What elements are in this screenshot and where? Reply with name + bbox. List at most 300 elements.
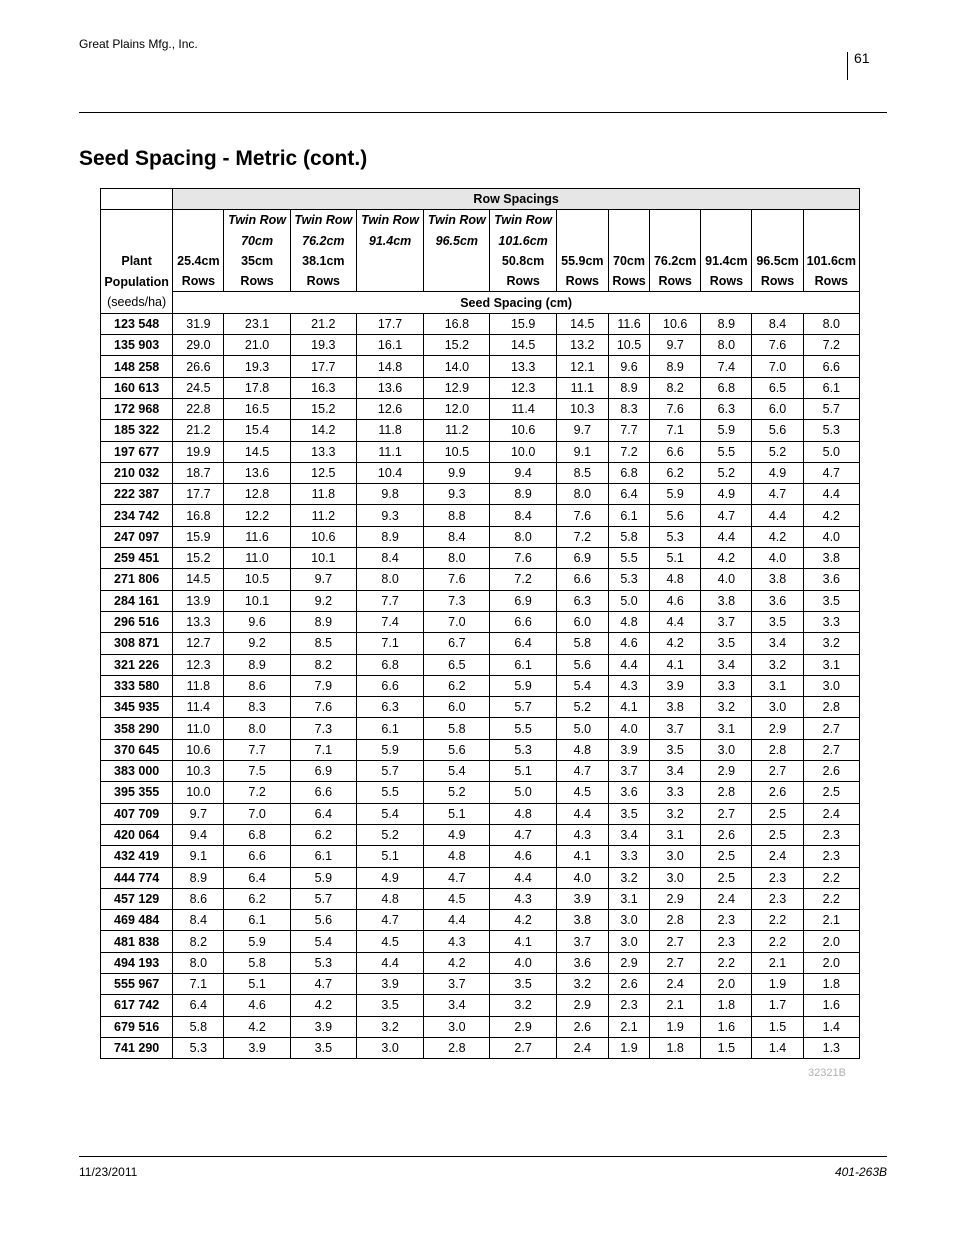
- column-header-cell: Twin Row: [224, 210, 290, 231]
- seed-spacing-cell: 3.9: [608, 739, 649, 760]
- seed-spacing-cell: 3.3: [608, 846, 649, 867]
- table-row: [101, 675, 860, 696]
- seed-spacing-cell: 21.2: [290, 313, 356, 334]
- seed-spacing-cell: 5.6: [650, 505, 701, 526]
- column-header-cell: [803, 231, 859, 251]
- seed-spacing-cell: 7.1: [356, 633, 423, 654]
- seed-spacing-cell: 4.2: [490, 910, 556, 931]
- seed-spacing-cell: 11.2: [424, 420, 490, 441]
- seed-spacing-cell: 5.3: [650, 526, 701, 547]
- plant-population-cell: 210 032: [101, 462, 173, 483]
- seed-spacing-cell: 4.0: [701, 569, 752, 590]
- seed-spacing-cell: 3.7: [424, 973, 490, 994]
- seed-spacing-cell: 3.5: [356, 995, 423, 1016]
- seed-spacing-cell: 11.0: [173, 718, 224, 739]
- table-row: [101, 846, 860, 867]
- seed-spacing-cell: 3.0: [356, 1037, 423, 1058]
- table-row: [101, 910, 860, 931]
- table-row: [101, 484, 860, 505]
- seed-spacing-cell: 8.2: [650, 377, 701, 398]
- plant-population-cell: 370 645: [101, 739, 173, 760]
- label-col-header-blank: [101, 189, 173, 210]
- column-header-cell: 70cm: [608, 251, 649, 271]
- seed-spacing-cell: 3.4: [650, 761, 701, 782]
- table-row: [101, 1016, 860, 1037]
- seed-spacing-cell: 5.1: [490, 761, 556, 782]
- seed-spacing-cell: 12.0: [424, 398, 490, 419]
- seed-spacing-cell: 13.3: [290, 441, 356, 462]
- seed-spacing-cell: 4.9: [701, 484, 752, 505]
- seed-spacing-cell: 5.1: [224, 973, 290, 994]
- seed-spacing-cell: 5.2: [424, 782, 490, 803]
- seed-spacing-cell: 8.4: [752, 313, 803, 334]
- seed-spacing-cell: 2.7: [803, 739, 859, 760]
- plant-population-cell: 296 516: [101, 611, 173, 632]
- column-header-cell: 76.2cm: [650, 251, 701, 271]
- plant-population-cell: 259 451: [101, 548, 173, 569]
- seed-spacing-cell: 2.4: [556, 1037, 608, 1058]
- seed-spacing-cell: 1.8: [701, 995, 752, 1016]
- seed-spacing-cell: 2.9: [752, 718, 803, 739]
- seed-spacing-cell: 9.2: [224, 633, 290, 654]
- seed-spacing-cell: 14.0: [424, 356, 490, 377]
- seed-spacing-cell: 1.8: [803, 973, 859, 994]
- figure-code: 32321B: [808, 1067, 846, 1079]
- seed-spacing-cell: 6.1: [290, 846, 356, 867]
- seed-spacing-cell: 2.7: [650, 952, 701, 973]
- seed-spacing-cell: 4.4: [650, 611, 701, 632]
- row-spacings-header: Row Spacings: [173, 189, 860, 210]
- seed-spacing-cell: 12.1: [556, 356, 608, 377]
- header-rule: [79, 112, 887, 113]
- plant-population-cell: 308 871: [101, 633, 173, 654]
- seed-spacing-cell: 3.7: [556, 931, 608, 952]
- seed-spacing-cell: 5.9: [290, 867, 356, 888]
- seed-spacing-cell: 4.6: [224, 995, 290, 1016]
- seed-spacing-cell: 13.3: [490, 356, 556, 377]
- seed-spacing-cell: 5.9: [356, 739, 423, 760]
- seed-spacing-cell: 4.0: [490, 952, 556, 973]
- seed-spacing-cell: 5.8: [608, 526, 649, 547]
- seed-spacing-cell: 7.6: [650, 398, 701, 419]
- seed-spacing-cell: 23.1: [224, 313, 290, 334]
- seed-spacing-cell: 5.9: [701, 420, 752, 441]
- seed-spacing-cell: 15.2: [290, 398, 356, 419]
- table-row: [101, 441, 860, 462]
- seed-spacing-cell: 6.1: [803, 377, 859, 398]
- column-header-cell: 70cm: [224, 231, 290, 251]
- table-row: [101, 995, 860, 1016]
- seed-spacing-cell: 11.6: [224, 526, 290, 547]
- seed-spacing-cell: 3.4: [752, 633, 803, 654]
- plant-population-cell: 617 742: [101, 995, 173, 1016]
- seed-spacing-cell: 1.6: [803, 995, 859, 1016]
- seed-spacing-cell: 22.8: [173, 398, 224, 419]
- label-col-header: [101, 210, 173, 231]
- seed-spacing-cell: 10.5: [424, 441, 490, 462]
- seed-spacing-cell: 14.5: [224, 441, 290, 462]
- seed-spacing-cell: 5.7: [290, 888, 356, 909]
- seed-spacing-cell: 15.2: [424, 335, 490, 356]
- plant-population-cell: 457 129: [101, 888, 173, 909]
- plant-population-cell: 284 161: [101, 590, 173, 611]
- seed-spacing-cell: 6.8: [224, 824, 290, 845]
- seed-spacing-cell: 5.0: [490, 782, 556, 803]
- seed-spacing-cell: 5.1: [424, 803, 490, 824]
- seed-spacing-cell: 5.6: [290, 910, 356, 931]
- table-row: [101, 654, 860, 675]
- seed-spacing-cell: 17.7: [356, 313, 423, 334]
- seed-spacing-cell: 8.0: [803, 313, 859, 334]
- seed-spacing-cell: 14.5: [490, 335, 556, 356]
- seed-spacing-cell: 3.6: [556, 952, 608, 973]
- seed-spacing-cell: 2.5: [752, 803, 803, 824]
- seed-spacing-cell: 8.0: [490, 526, 556, 547]
- seed-spacing-cell: 9.1: [556, 441, 608, 462]
- seed-spacing-cell: 3.1: [650, 824, 701, 845]
- plant-population-cell: 407 709: [101, 803, 173, 824]
- seed-spacing-cell: 9.6: [224, 611, 290, 632]
- seed-spacing-cell: 8.9: [608, 377, 649, 398]
- seed-spacing-cell: 2.8: [752, 739, 803, 760]
- plant-population-cell: 321 226: [101, 654, 173, 675]
- table-row: [101, 718, 860, 739]
- seed-spacing-cell: 7.9: [290, 675, 356, 696]
- seed-spacing-cell: 12.3: [490, 377, 556, 398]
- seed-spacing-cell: 3.5: [290, 1037, 356, 1058]
- seed-spacing-cell: 2.5: [803, 782, 859, 803]
- table-row: [101, 1037, 860, 1058]
- plant-population-cell: 234 742: [101, 505, 173, 526]
- seed-spacing-cell: 4.5: [356, 931, 423, 952]
- seed-spacing-cell: 21.0: [224, 335, 290, 356]
- seed-spacing-cell: 4.4: [701, 526, 752, 547]
- table-row: [101, 356, 860, 377]
- seed-spacing-cell: 16.3: [290, 377, 356, 398]
- seed-spacing-cell: 2.3: [752, 867, 803, 888]
- seed-spacing-cell: 4.7: [701, 505, 752, 526]
- seed-spacing-cell: 6.4: [608, 484, 649, 505]
- plant-population-cell: 197 677: [101, 441, 173, 462]
- seed-spacing-cell: 15.9: [173, 526, 224, 547]
- seed-spacing-cell: 6.0: [752, 398, 803, 419]
- column-header-cell: 50.8cm: [490, 251, 556, 271]
- seed-spacing-cell: 9.3: [424, 484, 490, 505]
- seed-spacing-cell: 9.4: [490, 462, 556, 483]
- seed-spacing-cell: 8.0: [224, 718, 290, 739]
- column-header-cell: Twin Row: [290, 210, 356, 231]
- seed-spacing-cell: 12.3: [173, 654, 224, 675]
- seed-spacing-cell: 1.7: [752, 995, 803, 1016]
- seed-spacing-cell: 7.6: [556, 505, 608, 526]
- seed-spacing-cell: 10.4: [356, 462, 423, 483]
- page-title: Seed Spacing - Metric (cont.): [79, 147, 368, 170]
- table-row: [101, 888, 860, 909]
- plant-population-cell: 160 613: [101, 377, 173, 398]
- header-row-units: [101, 292, 860, 313]
- seed-spacing-cell: 4.1: [490, 931, 556, 952]
- seed-spacing-cell: 5.5: [490, 718, 556, 739]
- seed-spacing-cell: 3.0: [701, 739, 752, 760]
- seed-spacing-cell: 5.5: [356, 782, 423, 803]
- seed-spacing-cell: 3.0: [803, 675, 859, 696]
- seed-spacing-cell: 29.0: [173, 335, 224, 356]
- seed-spacing-cell: 9.3: [356, 505, 423, 526]
- seed-spacing-cell: 3.7: [608, 761, 649, 782]
- seed-spacing-cell: 6.6: [290, 782, 356, 803]
- seed-spacing-cell: 9.7: [290, 569, 356, 590]
- seed-spacing-cell: 5.9: [224, 931, 290, 952]
- seed-spacing-cell: 21.2: [173, 420, 224, 441]
- plant-population-cell: 432 419: [101, 846, 173, 867]
- seed-spacing-cell: 8.0: [424, 548, 490, 569]
- seed-spacing-cell: 2.4: [803, 803, 859, 824]
- plant-population-cell: 555 967: [101, 973, 173, 994]
- table-row: [101, 590, 860, 611]
- column-header-cell: [424, 271, 490, 292]
- header-row-group: [101, 189, 860, 210]
- seed-spacing-cell: 7.0: [224, 803, 290, 824]
- seed-spacing-cell: 4.8: [356, 888, 423, 909]
- seed-spacing-cell: 3.1: [701, 718, 752, 739]
- plant-population-cell: 444 774: [101, 867, 173, 888]
- seed-spacing-cell: 3.8: [650, 697, 701, 718]
- seed-spacing-cell: 2.1: [650, 995, 701, 1016]
- column-header-cell: Twin Row: [424, 210, 490, 231]
- seed-spacing-cell: 2.2: [701, 952, 752, 973]
- seed-spacing-cell: 6.0: [424, 697, 490, 718]
- seed-spacing-cell: 1.4: [803, 1016, 859, 1037]
- seed-spacing-cell: 11.0: [224, 548, 290, 569]
- seed-spacing-cell: 2.4: [701, 888, 752, 909]
- seed-spacing-cell: 6.3: [356, 697, 423, 718]
- seed-spacing-cell: 4.4: [356, 952, 423, 973]
- seed-spacing-cell: 9.1: [173, 846, 224, 867]
- seed-spacing-cell: 3.9: [356, 973, 423, 994]
- seed-spacing-cell: 9.6: [608, 356, 649, 377]
- seed-spacing-cell: 2.3: [701, 931, 752, 952]
- seed-spacing-cell: 5.8: [173, 1016, 224, 1037]
- seed-spacing-cell: 8.0: [356, 569, 423, 590]
- seed-spacing-cell: 4.8: [650, 569, 701, 590]
- column-header-cell: Twin Row: [490, 210, 556, 231]
- seed-spacing-cell: 6.7: [424, 633, 490, 654]
- seed-spacing-cell: 4.6: [608, 633, 649, 654]
- seed-spacing-cell: 10.5: [608, 335, 649, 356]
- seed-spacing-cell: 8.5: [556, 462, 608, 483]
- seed-spacing-cell: 2.2: [803, 867, 859, 888]
- seed-spacing-cell: 2.8: [803, 697, 859, 718]
- column-header-cell: 76.2cm: [290, 231, 356, 251]
- plant-population-cell: 247 097: [101, 526, 173, 547]
- seed-spacing-cell: 1.8: [650, 1037, 701, 1058]
- seed-spacing-cell: 2.9: [556, 995, 608, 1016]
- seed-spacing-cell: 6.2: [224, 888, 290, 909]
- seed-spacing-cell: 11.8: [173, 675, 224, 696]
- seed-spacing-cell: 4.1: [608, 697, 649, 718]
- seed-spacing-cell: 2.3: [803, 824, 859, 845]
- seed-spacing-cell: 7.6: [752, 335, 803, 356]
- seed-spacing-cell: 9.8: [356, 484, 423, 505]
- plant-population-cell: 148 258: [101, 356, 173, 377]
- column-header-cell: 96.5cm: [752, 251, 803, 271]
- column-header-cell: Rows: [224, 271, 290, 292]
- seed-spacing-cell: 14.8: [356, 356, 423, 377]
- footer-date: 11/23/2011: [79, 1165, 138, 1179]
- seed-spacing-cell: 14.5: [556, 313, 608, 334]
- seed-spacing-cell: 5.9: [490, 675, 556, 696]
- table-row: [101, 761, 860, 782]
- seed-spacing-cell: 5.5: [701, 441, 752, 462]
- seed-spacing-cell: 6.2: [424, 675, 490, 696]
- column-header-cell: 101.6cm: [490, 231, 556, 251]
- seed-spacing-cell: 4.7: [424, 867, 490, 888]
- seed-spacing-cell: 2.0: [803, 931, 859, 952]
- footer-doc-number: 401-263B: [834, 1165, 887, 1179]
- seed-spacing-cell: 6.4: [224, 867, 290, 888]
- seed-spacing-cell: 2.5: [701, 846, 752, 867]
- plant-population-cell: 469 484: [101, 910, 173, 931]
- seed-spacing-cell: 3.6: [752, 590, 803, 611]
- seed-spacing-table-container: [100, 188, 860, 1059]
- table-row: [101, 548, 860, 569]
- table-body: [101, 313, 860, 1058]
- page-number: 61: [854, 50, 870, 66]
- table-row: [101, 420, 860, 441]
- seed-spacing-cell: 2.4: [752, 846, 803, 867]
- seed-spacing-cell: 3.0: [650, 846, 701, 867]
- seed-spacing-cell: 11.4: [173, 697, 224, 718]
- column-header-cell: Rows: [290, 271, 356, 292]
- seed-spacing-cell: 8.2: [173, 931, 224, 952]
- seed-spacing-cell: 10.1: [224, 590, 290, 611]
- seed-spacing-cell: 4.2: [290, 995, 356, 1016]
- seed-spacing-cell: 1.9: [650, 1016, 701, 1037]
- seed-spacing-cell: 7.4: [701, 356, 752, 377]
- seed-spacing-cell: 2.8: [701, 782, 752, 803]
- table-row: [101, 931, 860, 952]
- seed-spacing-cell: 4.5: [424, 888, 490, 909]
- seed-spacing-cell: 3.2: [356, 1016, 423, 1037]
- seed-spacing-cell: 3.0: [424, 1016, 490, 1037]
- seed-spacing-cell: 4.7: [752, 484, 803, 505]
- seed-spacing-cell: 16.1: [356, 335, 423, 356]
- seed-spacing-cell: 5.4: [556, 675, 608, 696]
- seed-spacing-cell: 8.9: [173, 867, 224, 888]
- seed-spacing-cell: 12.8: [224, 484, 290, 505]
- plant-population-cell: 481 838: [101, 931, 173, 952]
- seed-spacing-cell: 8.5: [290, 633, 356, 654]
- seed-spacing-cell: 3.2: [490, 995, 556, 1016]
- seed-spacing-cell: 6.4: [173, 995, 224, 1016]
- seed-spacing-cell: 5.4: [356, 803, 423, 824]
- seed-spacing-cell: 2.6: [701, 824, 752, 845]
- seed-spacing-cell: 7.4: [356, 611, 423, 632]
- seed-spacing-cell: 2.7: [701, 803, 752, 824]
- column-header-cell: [556, 210, 608, 231]
- seed-spacing-cell: 5.8: [424, 718, 490, 739]
- seed-spacing-cell: 1.3: [803, 1037, 859, 1058]
- seed-spacing-cell: 2.6: [752, 782, 803, 803]
- seed-spacing-cell: 12.7: [173, 633, 224, 654]
- footer-rule: [79, 1156, 887, 1157]
- seed-spacing-cell: 4.8: [424, 846, 490, 867]
- seed-spacing-cell: 10.6: [290, 526, 356, 547]
- seed-spacing-cell: 5.0: [803, 441, 859, 462]
- seed-spacing-cell: 10.3: [173, 761, 224, 782]
- seed-spacing-cell: 5.2: [356, 824, 423, 845]
- column-header-cell: Rows: [173, 271, 224, 292]
- table-row: [101, 782, 860, 803]
- seed-spacing-cell: 2.1: [803, 910, 859, 931]
- seed-spacing-cell: 8.9: [490, 484, 556, 505]
- seed-spacing-cell: 2.9: [701, 761, 752, 782]
- table-row: [101, 633, 860, 654]
- seed-spacing-cell: 4.4: [490, 867, 556, 888]
- seed-spacing-cell: 8.4: [424, 526, 490, 547]
- seed-spacing-cell: 3.6: [803, 569, 859, 590]
- label-col-header: Plant: [101, 251, 173, 271]
- plant-population-cell: 185 322: [101, 420, 173, 441]
- seed-spacing-cell: 2.5: [701, 867, 752, 888]
- seed-spacing-cell: 4.3: [608, 675, 649, 696]
- column-header-cell: [752, 210, 803, 231]
- seed-spacing-cell: 19.3: [224, 356, 290, 377]
- seed-spacing-cell: 3.9: [290, 1016, 356, 1037]
- seed-spacing-cell: 5.2: [752, 441, 803, 462]
- seed-spacing-cell: 8.2: [290, 654, 356, 675]
- seed-spacing-cell: 12.6: [356, 398, 423, 419]
- seed-spacing-cell: 6.8: [701, 377, 752, 398]
- column-header-cell: Rows: [608, 271, 649, 292]
- seed-spacing-cell: 3.2: [803, 633, 859, 654]
- company-name: Great Plains Mfg., Inc.: [79, 37, 198, 51]
- seed-spacing-cell: 26.6: [173, 356, 224, 377]
- seed-spacing-cell: 10.6: [490, 420, 556, 441]
- seed-spacing-cell: 2.2: [752, 931, 803, 952]
- seed-spacing-cell: 4.3: [424, 931, 490, 952]
- column-header-cell: [173, 210, 224, 231]
- table-row: [101, 739, 860, 760]
- seed-spacing-cell: 6.6: [224, 846, 290, 867]
- label-col-header: Population: [101, 271, 173, 292]
- column-header-cell: [608, 210, 649, 231]
- seed-spacing-cell: 4.0: [556, 867, 608, 888]
- seed-spacing-cell: 2.7: [752, 761, 803, 782]
- seed-spacing-cell: 4.4: [608, 654, 649, 675]
- seed-spacing-cell: 1.5: [752, 1016, 803, 1037]
- table-row: [101, 803, 860, 824]
- seed-spacing-cell: 3.8: [556, 910, 608, 931]
- seed-spacing-cell: 3.6: [608, 782, 649, 803]
- seed-spacing-cell: 4.7: [356, 910, 423, 931]
- column-header-cell: Rows: [650, 271, 701, 292]
- seed-spacing-cell: 4.2: [424, 952, 490, 973]
- seed-spacing-cell: 12.5: [290, 462, 356, 483]
- column-header-cell: Rows: [556, 271, 608, 292]
- seed-spacing-cell: 2.1: [608, 1016, 649, 1037]
- seed-spacing-cell: 4.7: [803, 462, 859, 483]
- column-header-cell: [803, 210, 859, 231]
- column-header-cell: [701, 231, 752, 251]
- column-header-cell: 96.5cm: [424, 231, 490, 251]
- column-header-cell: 91.4cm: [701, 251, 752, 271]
- column-header-cell: 55.9cm: [556, 251, 608, 271]
- seed-spacing-cell: 9.7: [650, 335, 701, 356]
- seed-spacing-cell: 6.1: [356, 718, 423, 739]
- seed-spacing-cell: 3.0: [650, 867, 701, 888]
- seed-spacing-cell: 7.0: [752, 356, 803, 377]
